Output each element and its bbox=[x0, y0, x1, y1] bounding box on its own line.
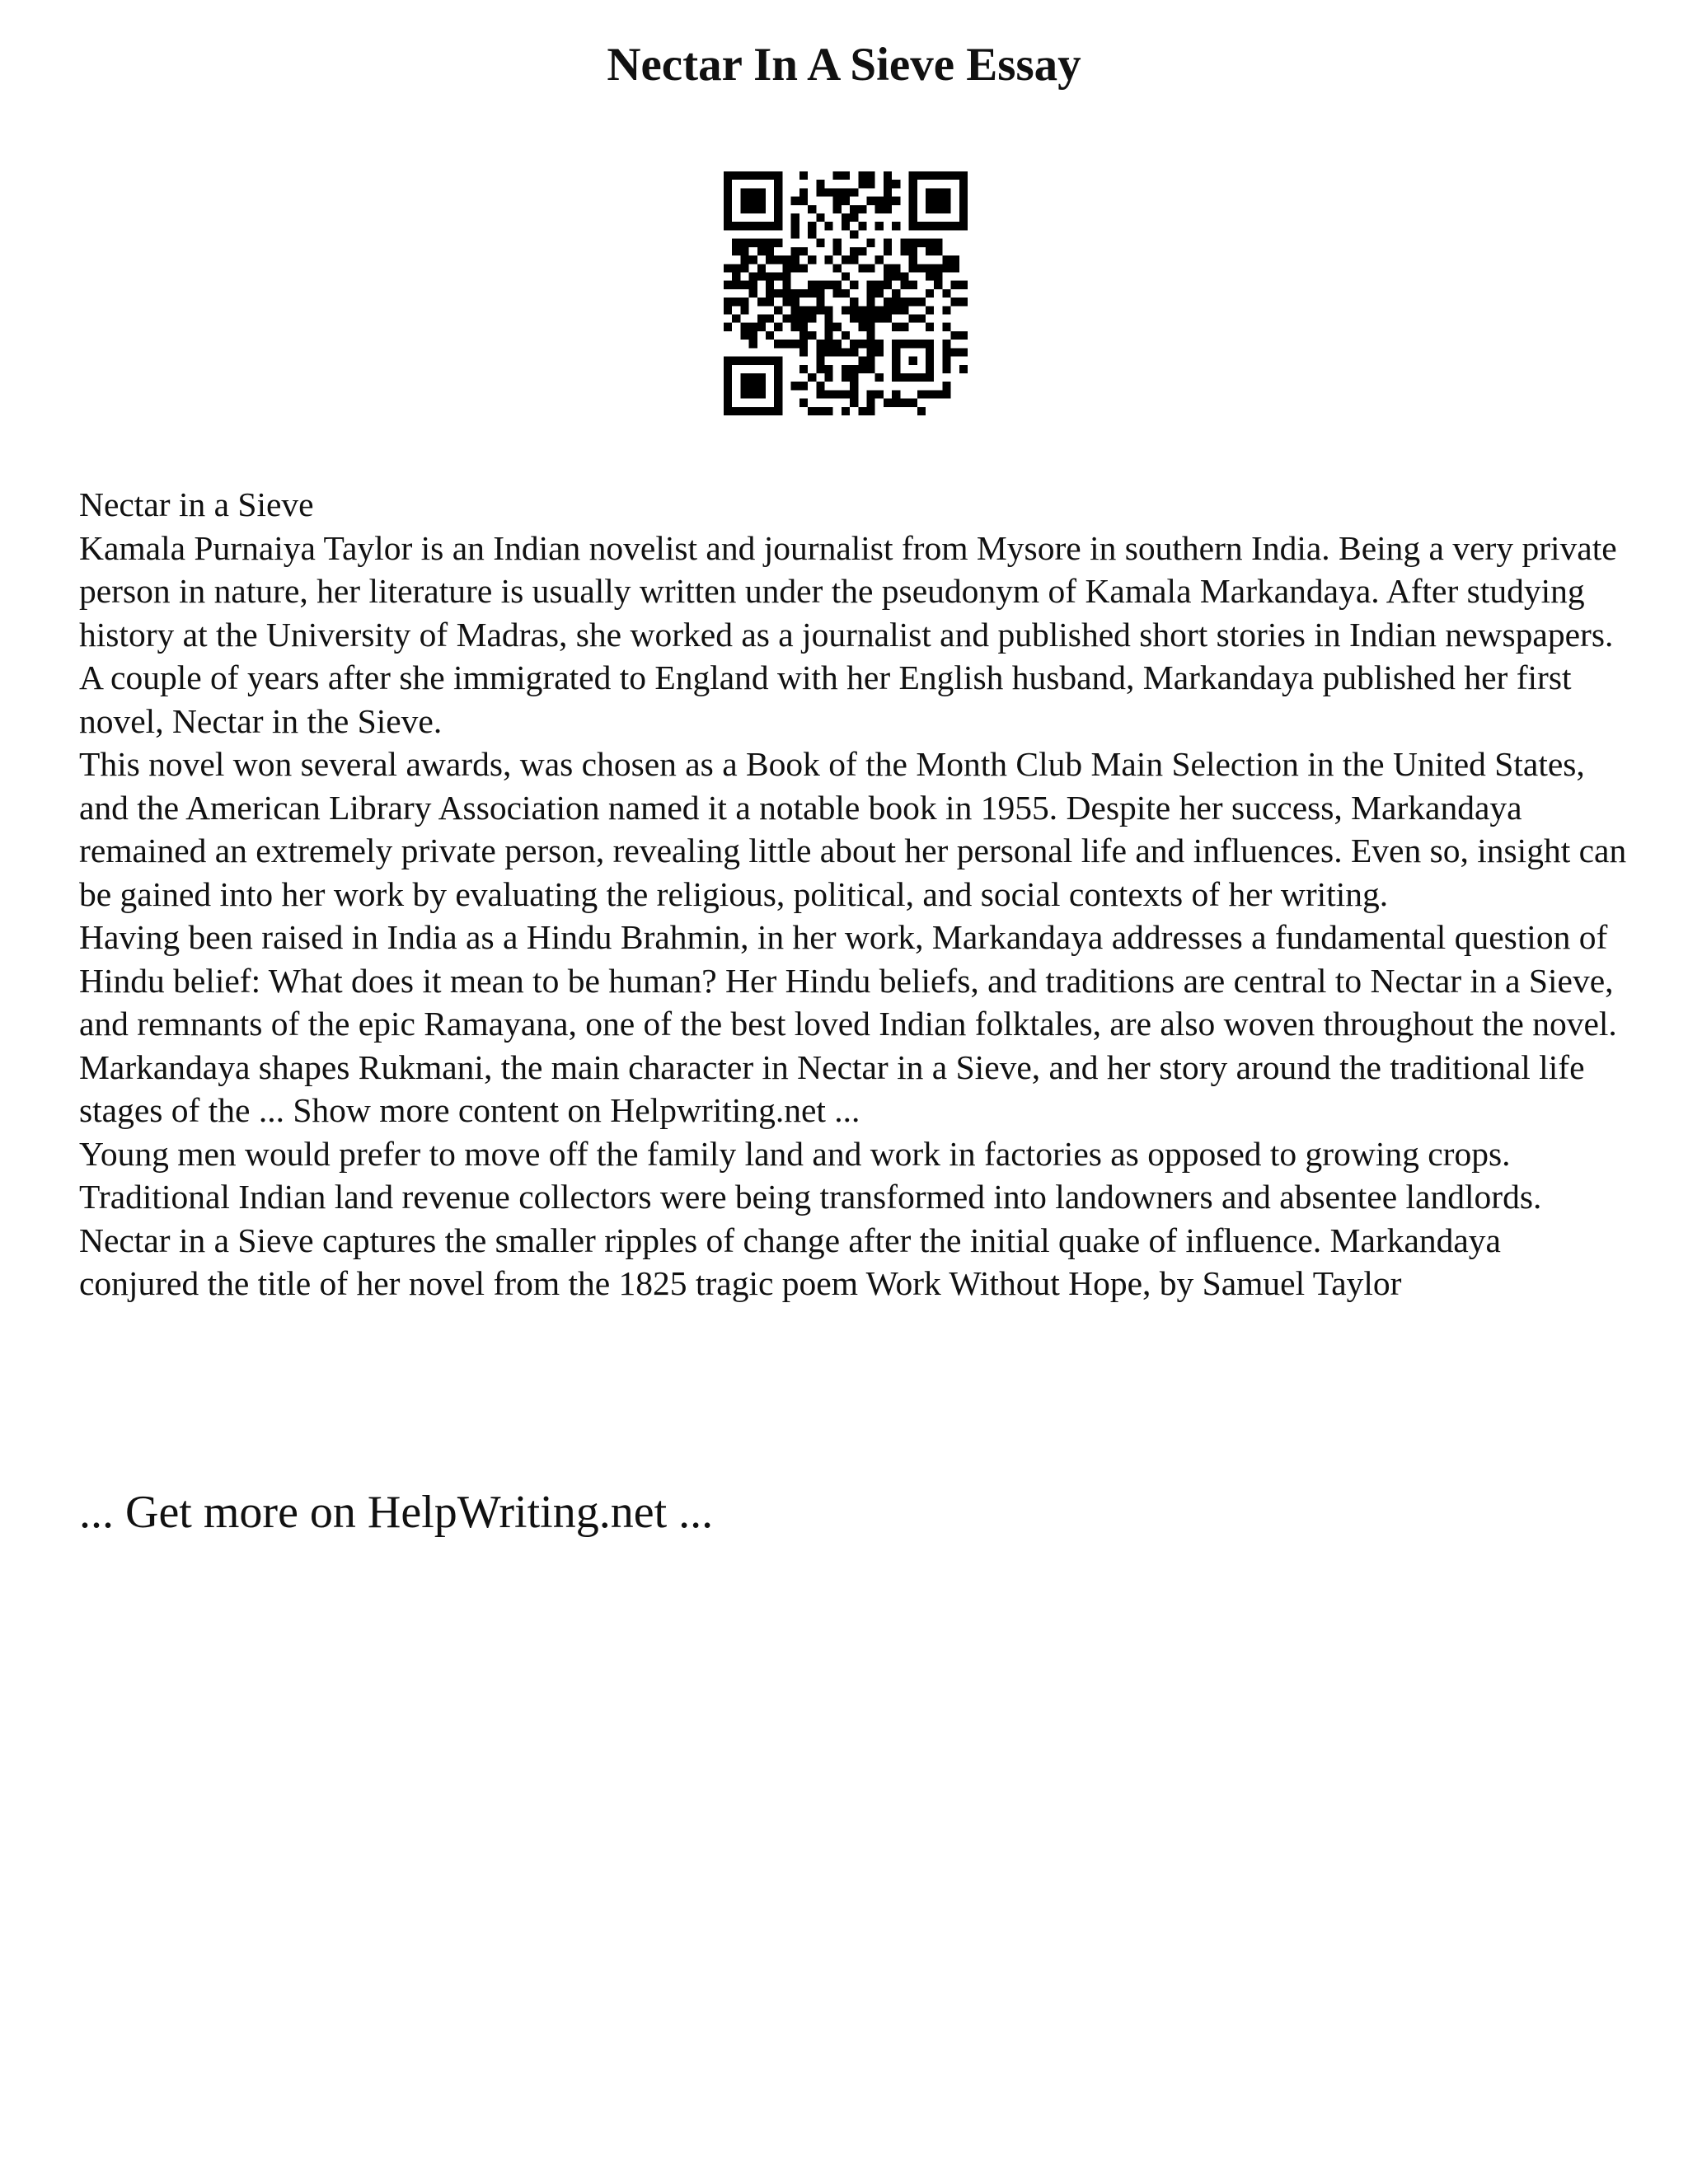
essay-body bbox=[79, 483, 1629, 1305]
essay-paragraph-2: This novel won several awards, was chosen as a Book of the Month Club Main Selection in the United States, and the American Library Association named it a notable book in 1955. Despite her success, Markandaya remained an extremely private person, revealing little about her personal life and influences. Even so, insight can be gained into her work by evaluating the religious, political, and social contexts of her writing. bbox=[79, 745, 1627, 913]
page-title: Nectar In A Sieve Essay bbox=[607, 39, 1081, 91]
qr-code-icon bbox=[724, 171, 968, 415]
essay-subheading: Nectar in a Sieve bbox=[79, 485, 314, 523]
essay-paragraph-4: Young men would prefer to move off the family land and work in factories as opposed to growing crops. Traditional Indian land revenue collectors were being transformed into landowners and absentee landlords. Nectar in a Sieve captures the smaller ripples of change after the initial quake of influence. Markandaya conjured the title of her novel from the 1825 tragic poem Work Without Hope, by Samuel Taylor bbox=[79, 1134, 1542, 1302]
qr-code-graphic bbox=[724, 171, 968, 415]
essay-paragraph-3: Having been raised in India as a Hindu Brahmin, in her work, Markandaya addresses a fundamental question of Hindu belief: What does it mean to be human? Her Hindu beliefs, and traditions are central to Nectar in a Sieve, and remnants of the epic Ramayana, one of the best loved Indian folktales, are also woven throughout the novel. Markandaya shapes Rukmani, the main character in Nectar in a Sieve, and her story around the traditional life stages of the ... Show more content on Helpwriting.net ... bbox=[79, 918, 1617, 1129]
essay-paragraph-1: Kamala Purnaiya Taylor is an Indian novelist and journalist from Mysore in southern India. Being a very private person in nature, her literature is usually written under the pseudonym of Kamala Markandaya. After studying history at the University of Madras, she worked as a journalist and published short stories in Indian newspapers. A couple of years after she immigrated to England with her English husband, Markandaya published her first novel, Nectar in the Sieve. bbox=[79, 528, 1617, 740]
get-more-link[interactable]: ... Get more on HelpWriting.net ... bbox=[79, 1487, 714, 1538]
